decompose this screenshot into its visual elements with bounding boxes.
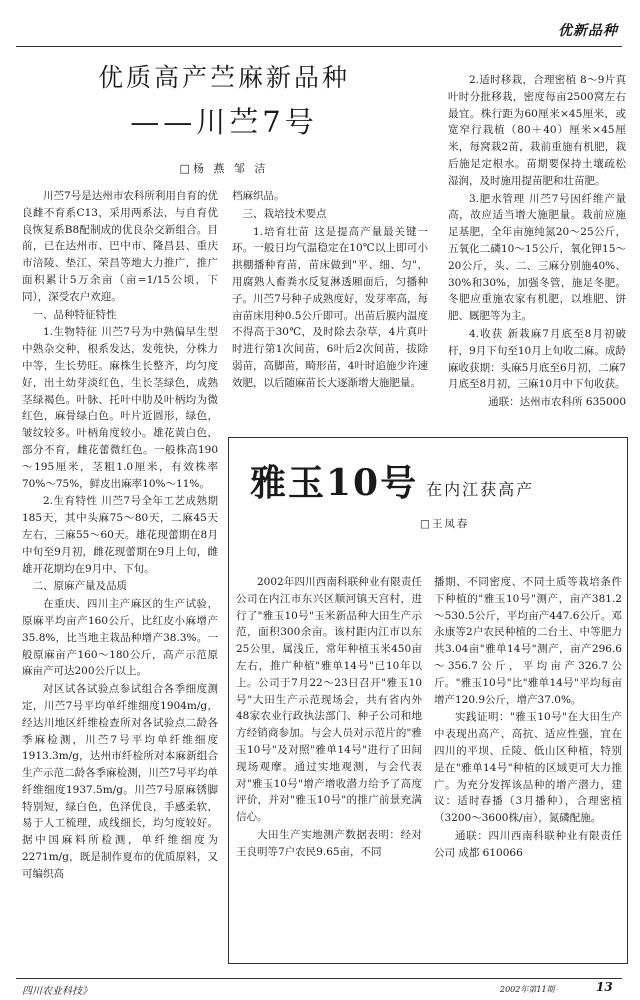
page-number: 13: [596, 980, 613, 994]
bottom-rule: [16, 978, 622, 979]
article1-column-1: [22, 188, 218, 978]
contact-line: 通联：达州市农科所 635000: [488, 396, 626, 409]
section-heading: 三、栽培技术要点: [242, 207, 327, 220]
paragraph: 1.培育壮苗 这是提高产量最关键一环。一般日均气温稳定在10℃以上即可小拱棚播种育苗，苗床做到"平、细、匀"，用腐熟人畜粪水反复淋透厢面后，匀播种子。川苎7号种子成熟度好，发芽率高，每亩苗床用种0.5公斤即可。出苗后膜内温度不得高于30℃，及时除去杂草，4片真叶时进行第1次间苗，6叶后2次间苗，拔除弱苗，高脚苗，畸形苗，4叶时追施少许速效肥，以后随麻苗长大逐渐增大施肥量。: [232, 225, 428, 389]
article1-subtitle: ——川苎7号: [130, 105, 318, 139]
article2-title-main: 雅玉10号: [250, 462, 419, 504]
article1-column-3: [448, 72, 626, 424]
paragraph: 播期、不同密度、不同土质等栽培条件下种植的"雅玉10号"测产，亩产381.2～530.5公斤，平均亩产447.6公斤。邓永康等2户农民种植的二台土、中等肥力共3.04亩"雅单14号"测产，亩产296.6～356.7公斤，平均亩产326.7公斤。"雅玉10号"比"雅单14号"平均每亩增产120.9公斤，增产37.0%。: [434, 576, 622, 706]
paragraph: 2.生育特性 川苎7号全年工艺成熟期185天，其中头麻75～80天，二麻45天左右，三麻55～60天。雄花现蕾期在8月中旬至9月初，雌花现蕾期在9月上旬，雌雄开花期均在9月中、下旬。: [22, 495, 218, 575]
section-tag: 优新品种: [558, 23, 618, 39]
issue-date: 2002年第11期: [500, 985, 555, 994]
article2-column-2: [434, 574, 622, 954]
article2-author: □王凤春: [420, 518, 470, 530]
article2-column-1: [236, 574, 422, 954]
top-rule: [16, 46, 622, 47]
section-heading: 一、品种特征特性: [32, 308, 117, 321]
article1-column-2: [232, 188, 428, 422]
paragraph: 大田生产实地测产数据表明：经对王良明等7户农民9.65亩，不同: [236, 828, 422, 858]
paragraph: 2.适时移栽，合理密植 8～9片真叶时分批移栽，密度每亩2500窝左右最宜。株行距为60厘米×45厘米，或宽窄行栽植（80＋40）厘米×45厘米，每窝栽2苗，栽前重施有机肥，栽后施足定根水。苗期要保持土壤疏松湿润，及时施用提苗肥和壮苗肥。: [448, 74, 626, 187]
paragraph: 4.收获 新栽麻7月底至8月初破杆，9月下旬至10月上旬收二麻。成龄麻收获期：头麻5月底至6月初，二麻7月底至8月初，三麻10月中下旬收获。: [448, 327, 626, 391]
article2-title-sub: 在内江获高产: [426, 480, 535, 499]
journal-name: 四川农业科技》: [22, 986, 92, 997]
paragraph: 1.生物特征 川苎7号为中熟偏早生型中熟杂交种，根系发达，发蔸快，分株力中等，生长势旺。麻株生长整齐，均匀度好，出土幼芽淡红色，生长茎绿色，成熟茎绿褐色。叶脉、托叶中肋及叶柄均为微红色，麻骨绿白色。叶片近圆形，绿色，皱纹较多。叶柄角度较小。雄花黄白色，部分不育，雌花蕾微红色。一般株高190～195厘米，茎粗1.0厘米，有效株率70%～75%，鲜皮出麻率10%～11%。: [22, 326, 218, 490]
paragraph: 在重庆、四川主产麻区的生产试验，原麻平均亩产160公斤，比红皮小麻增产35.8%，比当地主栽品种增产38.3%。一般原麻亩产160～180公斤，高产示范原麻亩产可达200公斤以上。: [22, 598, 218, 678]
article1-title: 优质高产苎麻新品种: [97, 63, 350, 92]
paragraph: 实践证明："雅玉10号"在大田生产中表现出高产、高抗、适应性强，宜在四川的平坝、丘陵、低山区种植，特别是在"雅单14号"种植的区域更可大力推广。为充分发挥该品种的增产潜力，建议：适时春播（3月播种），合理密植（3200～3600株/亩），氮磷配施。: [434, 711, 622, 825]
article1-author: □杨 燕 邹 洁: [179, 162, 269, 175]
paragraph: 3.肥水管理 川苎7号因纤维产量高，故应适当增大施肥量。栽前应施足基肥，全年亩施纯氮20～25公斤，五氧化二磷10～15公斤，氧化钾15～20公斤，头、二、三麻分别施40%、30%和30%，加强冬管，施足冬肥。冬肥应重施农家有机肥，以堆肥、饼肥、厩肥等为主。: [448, 192, 626, 323]
section-heading: 二、原麻产量及品质: [32, 580, 127, 593]
contact-line: 通联：四川西南科联种业有限责任公司 成都 610066: [434, 829, 622, 859]
article2-title: [250, 455, 620, 506]
paragraph: 2002年四川西南科联种业有限责任公司在内江市东兴区顺河镇天宫村，进行了"雅玉10号"玉米新品种大田生产示范，面积300余亩。该村距内江市以东25公里，属浅丘，常年种植玉米450亩左右，推广种植"雅单14号"已10年以上。公司于7月22～23日召开"雅玉10号"大田生产示范现场会，共有省内外48家农业行政执法部门、种子公司和地方经销商参加。与会人员对示范片的"雅玉10号"及对照"雅单14号"进行了田间现场观摩。通过实地观测，与会代表对"雅玉10号"增产增收潜力给予了高度评价，并对"雅玉10号"的推广前景充满信心。: [236, 576, 422, 824]
paragraph: 川苎7号是达州市农科所利用自育的优良雌不育系C13，采用两系法，与自育优良恢复系B8配制成的优良杂交新组合。目前，已在达州市、巴中市、隆昌县、重庆市涪陵、垫江、荣昌等地大力推广，推广面积累计5万余亩（亩=1/15公顷，下同），深受农户欢迎。: [22, 190, 218, 303]
paragraph: 对区试各试验点参试组合各季细度测定，川苎7号平均单纤维细度1904m/g，经达川地区纤维检查所对各试验点二龄各季麻检测，川苎7号平均单纤维细度1913.3m/g，达州市纤检所对本麻新组合生产示范二龄各季麻检测，川苎7号平均单纤维细度1937.5m/g。川苎7号原麻锈脚特别短，绿白色，色泽优良，手感柔软，易于人工梳理，成线细长，均匀度较好。据中国麻料所检测，单纤维细度为2271m/g，既是制作夏布的优质原料，又可编织高: [22, 683, 218, 880]
paragraph: 档麻织品。: [232, 190, 285, 202]
